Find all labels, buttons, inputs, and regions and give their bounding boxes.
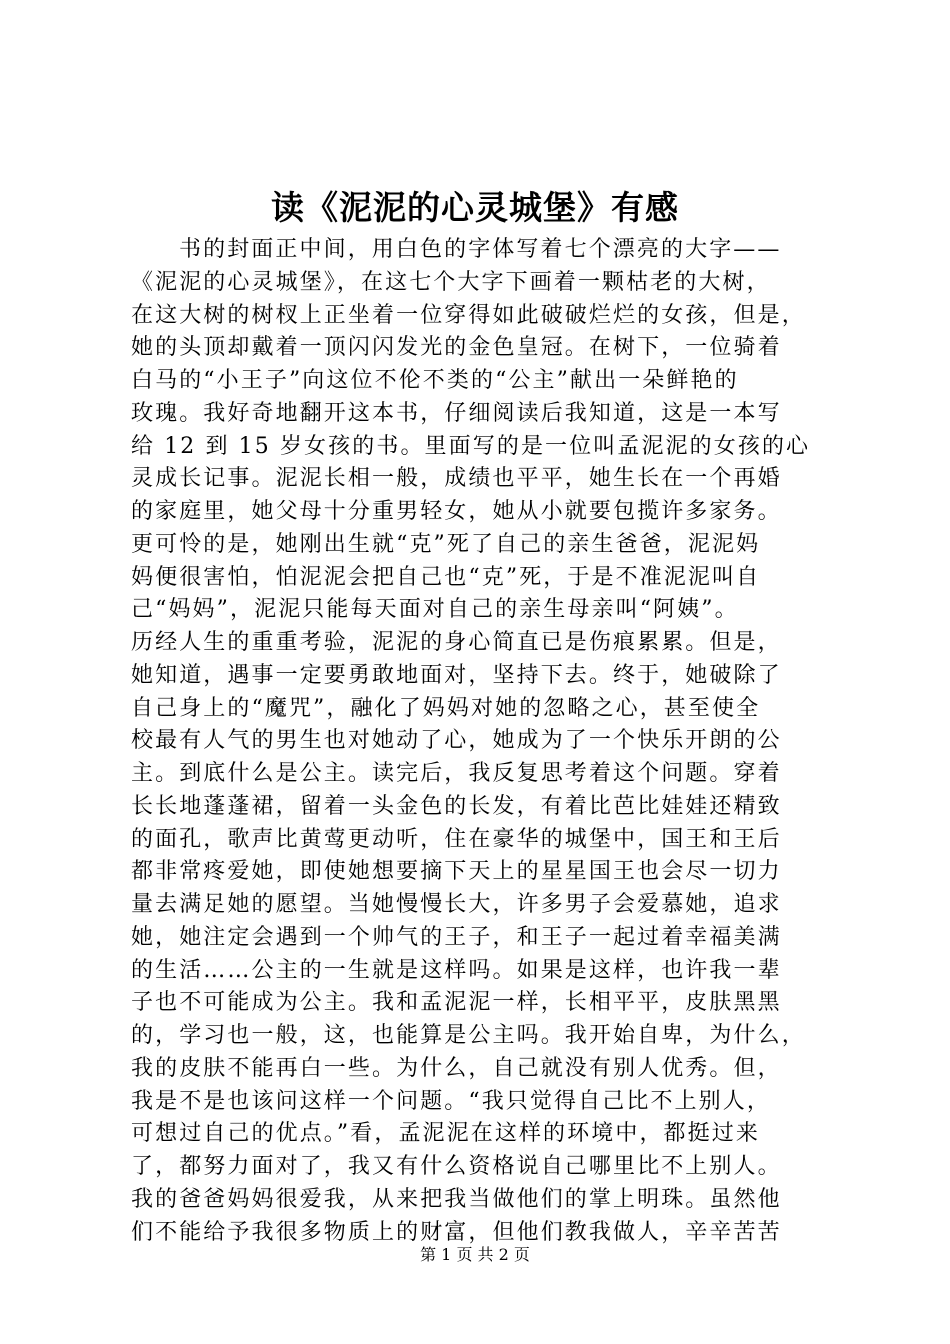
body-line: 量去满足她的愿望。当她慢慢长大，许多男子会爱慕她，追求 <box>131 892 782 917</box>
page-footer: 第 1 页 共 2 页 <box>420 1245 530 1264</box>
body-line: 书的封面正中间，用白色的字体写着七个漂亮的大字—— <box>179 237 782 262</box>
document-title: 读《泥泥的心灵城堡》有感 <box>271 188 679 227</box>
body-line: 了，都努力面对了，我又有什么资格说自己哪里比不上别人。 <box>131 1154 782 1179</box>
body-line: 我的皮肤不能再白一些。为什么，自己就没有别人优秀。但， <box>131 1055 782 1081</box>
body-line: 她知道，遇事一定要勇敢地面对，坚持下去。终于，她破除了 <box>131 662 782 688</box>
body-line: 主。到底什么是公主。读完后，我反复思考着这个问题。穿着 <box>131 761 782 786</box>
body-line: 灵成长记事。泥泥长相一般，成绩也平平，她生长在一个再婚 <box>131 466 782 492</box>
body-line: 玫瑰。我好奇地翻开这本书，仔细阅读后我知道，这是一本写 <box>131 400 782 426</box>
body-line: 我的爸爸妈妈很爱我，从来把我当做他们的掌上明珠。虽然他 <box>131 1186 782 1212</box>
body-line: 的家庭里，她父母十分重男轻女，她从小就要包揽许多家务。 <box>131 499 782 524</box>
body-line: 的，学习也一般，这，也能算是公主吗。我开始自卑，为什么， <box>131 1023 806 1048</box>
body-line: 校最有人气的男生也对她动了心，她成为了一个快乐开朗的公 <box>131 728 782 754</box>
body-line: 白马的“小王子”向这位不伦不类的“公主”献出一朵鲜艳的 <box>131 368 739 393</box>
body-line: 己“妈妈”，泥泥只能每天面对自己的亲生母亲叫“阿姨”。 <box>131 597 739 623</box>
body-line: 的面孔，歌声比黄莺更动听，住在豪华的城堡中，国王和王后 <box>131 826 782 852</box>
document-body <box>131 234 831 1249</box>
body-line: 子也不可能成为公主。我和孟泥泥一样，长相平平，皮肤黑黑 <box>131 990 782 1016</box>
body-line: 给 12 到 15 岁女孩的书。里面写的是一位叫孟泥泥的女孩的心 <box>131 433 811 459</box>
body-line: 自己身上的“魔咒”，融化了妈妈对她的忽略之心，甚至使全 <box>131 695 761 721</box>
body-line: 她的头顶却戴着一顶闪闪发光的金色皇冠。在树下，一位骑着 <box>131 335 782 361</box>
body-line: 在这大树的树杈上正坐着一位穿得如此破破烂烂的女孩，但是， <box>131 302 806 328</box>
body-line: 更可怜的是，她刚出生就“克”死了自己的亲生爸爸，泥泥妈 <box>131 531 761 557</box>
body-line: 长长地蓬蓬裙，留着一头金色的长发，有着比芭比娃娃还精致 <box>131 793 782 819</box>
body-line: 可想过自己的优点。”看，孟泥泥在这样的环境中，都挺过来 <box>131 1121 760 1147</box>
body-line: 们不能给予我很多物质上的财富，但他们教我做人，辛辛苦苦 <box>131 1219 782 1245</box>
body-line: 我是不是也该问这样一个问题。“我只觉得自己比不上别人， <box>131 1088 771 1114</box>
body-line: 的生活……公主的一生就是这样吗。如果是这样，也许我一辈 <box>131 957 782 983</box>
body-line: 都非常疼爱她，即使她想要摘下天上的星星国王也会尽一切力 <box>131 859 782 885</box>
body-line: 妈便很害怕，怕泥泥会把自己也“克”死，于是不准泥泥叫自 <box>131 564 761 590</box>
body-line: 她，她注定会遇到一个帅气的王子，和王子一起过着幸福美满 <box>131 924 782 950</box>
body-line: 《泥泥的心灵城堡》，在这七个大字下画着一颗枯老的大树， <box>131 269 771 295</box>
body-line: 历经人生的重重考验，泥泥的身心简直已是伤痕累累。但是， <box>131 630 782 655</box>
